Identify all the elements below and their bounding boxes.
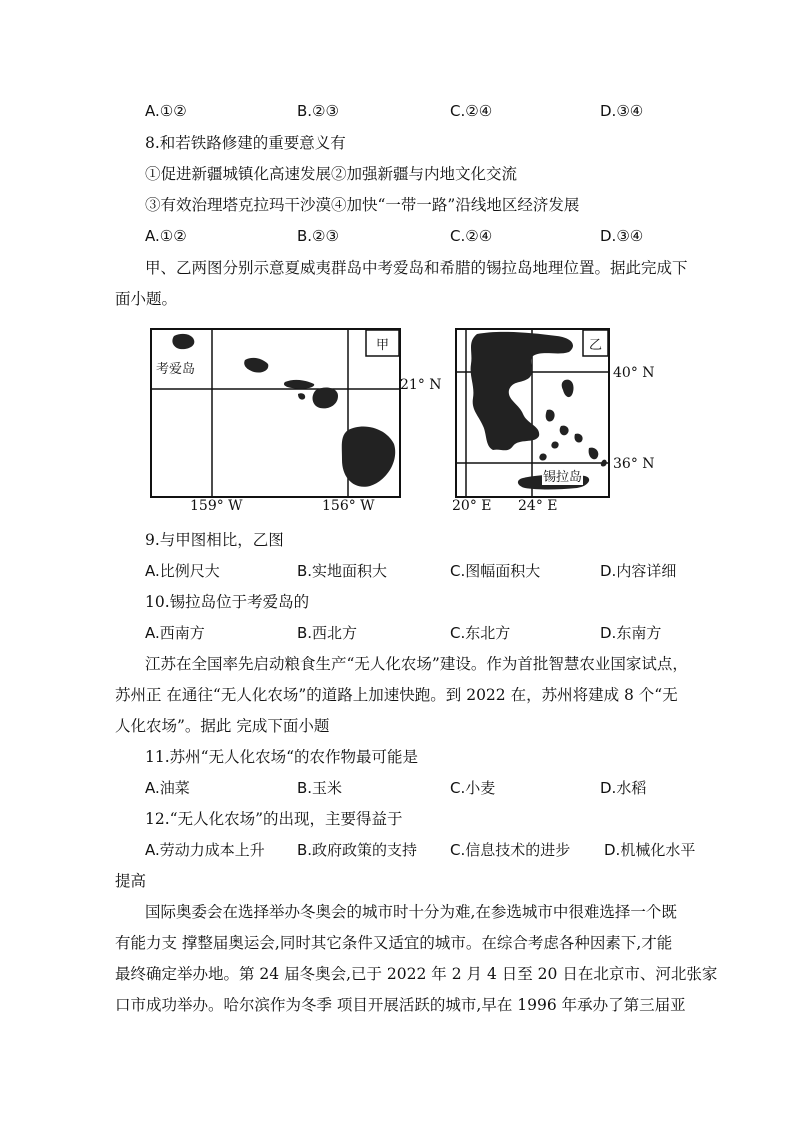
map-yi-lon-20e: 20° E — [452, 498, 492, 514]
olympics-intro-line4: 口市成功举办。哈尔滨作为冬季 项目开展活跃的城市,早在 1996 年承办了第三届亚 — [115, 996, 686, 1014]
map-yi-lat-36n: 36° N — [613, 456, 655, 472]
kauai-label: 考爱岛 — [156, 358, 195, 377]
q8-stem: 8.和若铁路修建的重要意义有 — [145, 134, 346, 152]
q7-option-b: B.②③ — [297, 102, 339, 120]
aegean-island-8 — [601, 460, 607, 467]
q10-stem: 10.锡拉岛位于考爱岛的 — [145, 593, 310, 611]
q12-option-a: A.劳动力成本上升 — [145, 841, 265, 859]
q9-option-b: B.实地面积大 — [297, 562, 388, 580]
suzhou-intro-line3: 人化农场”。据此 完成下面小题 — [115, 717, 330, 735]
oahu-island — [244, 358, 268, 373]
q10-option-c: C.东北方 — [450, 624, 511, 642]
map-yi — [455, 328, 610, 498]
aegean-island-7 — [539, 453, 546, 460]
map-jia-lat-21n: 21° N — [400, 377, 442, 393]
q7-option-a: A.①② — [145, 102, 187, 120]
q9-option-d: D.内容详细 — [600, 562, 677, 580]
aegean-island-4 — [574, 434, 582, 443]
q8-option-c: C.②④ — [450, 227, 493, 245]
q12-option-d-wrap: 提高 — [115, 872, 147, 890]
q11-option-b: B.玉米 — [297, 779, 343, 797]
maui-island — [313, 388, 338, 409]
olympics-intro-line2: 有能力支 撑整届奥运会,同时其它条件又适宜的城市。在综合考虑各种因素下,才能 — [115, 934, 673, 952]
map-yi-tag: 乙 — [589, 338, 603, 353]
olympics-intro-line3: 最终确定举办地。第 24 届冬奥会,已于 2022 年 2 月 4 日至 20 日在北京市、河北张家 — [115, 965, 718, 983]
q8-statement-line2: ③有效治理塔克拉玛干沙漠④加快“一带一路”沿线地区经济发展 — [145, 196, 580, 214]
q9-stem: 9.与甲图相比，乙图 — [145, 531, 284, 549]
map-yi-graphic — [457, 330, 608, 496]
kauai-island — [172, 334, 194, 349]
q9-option-a: A.比例尺大 — [145, 562, 220, 580]
thira-label: 锡拉岛 — [542, 466, 583, 485]
q10-option-d: D.东南方 — [600, 624, 662, 642]
q12-option-b: B.政府政策的支持 — [297, 841, 418, 859]
q8-option-a: A.①② — [145, 227, 187, 245]
map-jia-lon-156w: 156° W — [322, 498, 375, 514]
q11-option-a: A.油菜 — [145, 779, 190, 797]
q8-statement-line1: ①促进新疆城镇化高速发展②加强新疆与内地文化交流 — [145, 165, 518, 183]
map-yi-lon-24e: 24° E — [518, 498, 558, 514]
hawaii-island — [342, 426, 395, 486]
molokai-island — [284, 380, 314, 389]
q11-option-c: C.小麦 — [450, 779, 496, 797]
q12-option-c: C.信息技术的进步 — [450, 841, 571, 859]
q12-option-d: D.机械化水平 — [604, 841, 696, 859]
q12-stem: 12.“无人化农场”的出现，主要得益于 — [145, 810, 403, 828]
map-jia-lon-159w: 159° W — [190, 498, 243, 514]
map-jia-graphic — [152, 330, 399, 496]
lanai-island — [298, 393, 305, 399]
q11-stem: 11.苏州“无人化农场“的农作物最可能是 — [145, 748, 418, 766]
q7-option-c: C.②④ — [450, 102, 493, 120]
aegean-island-2 — [546, 410, 555, 422]
suzhou-intro-line2: 苏州正 在通往“无人化农场”的道路上加速快跑。到 2022 在，苏州将建成 8 个“无 — [115, 686, 678, 704]
suzhou-intro-line1: 江苏在全国率先启动粮食生产“无人化农场”建设。作为首批智慧农业国家试点， — [145, 655, 688, 673]
greece-mainland — [471, 332, 573, 450]
map-jia — [150, 328, 401, 498]
q7-option-d: D.③④ — [600, 102, 644, 120]
q10-option-a: A.西南方 — [145, 624, 205, 642]
q11-option-d: D.水稻 — [600, 779, 647, 797]
olympics-intro-line1: 国际奥委会在选择举办冬奥会的城市时十分为难,在参选城市中很难选择一个既 — [145, 903, 677, 921]
q8-option-d: D.③④ — [600, 227, 644, 245]
maps-intro-line2: 面小题。 — [115, 290, 178, 308]
aegean-island-5 — [551, 441, 558, 448]
aegean-island-6 — [589, 448, 599, 460]
maps-intro-line1: 甲、乙两图分别示意夏威夷群岛中考爱岛和希腊的锡拉岛地理位置。据此完成下 — [145, 259, 688, 277]
map-yi-lat-40n: 40° N — [613, 365, 655, 381]
q10-option-b: B.西北方 — [297, 624, 358, 642]
q9-option-c: C.图幅面积大 — [450, 562, 541, 580]
aegean-island-3 — [560, 426, 569, 436]
map-jia-tag: 甲 — [376, 338, 390, 353]
q8-option-b: B.②③ — [297, 227, 339, 245]
aegean-island-1 — [562, 380, 574, 397]
